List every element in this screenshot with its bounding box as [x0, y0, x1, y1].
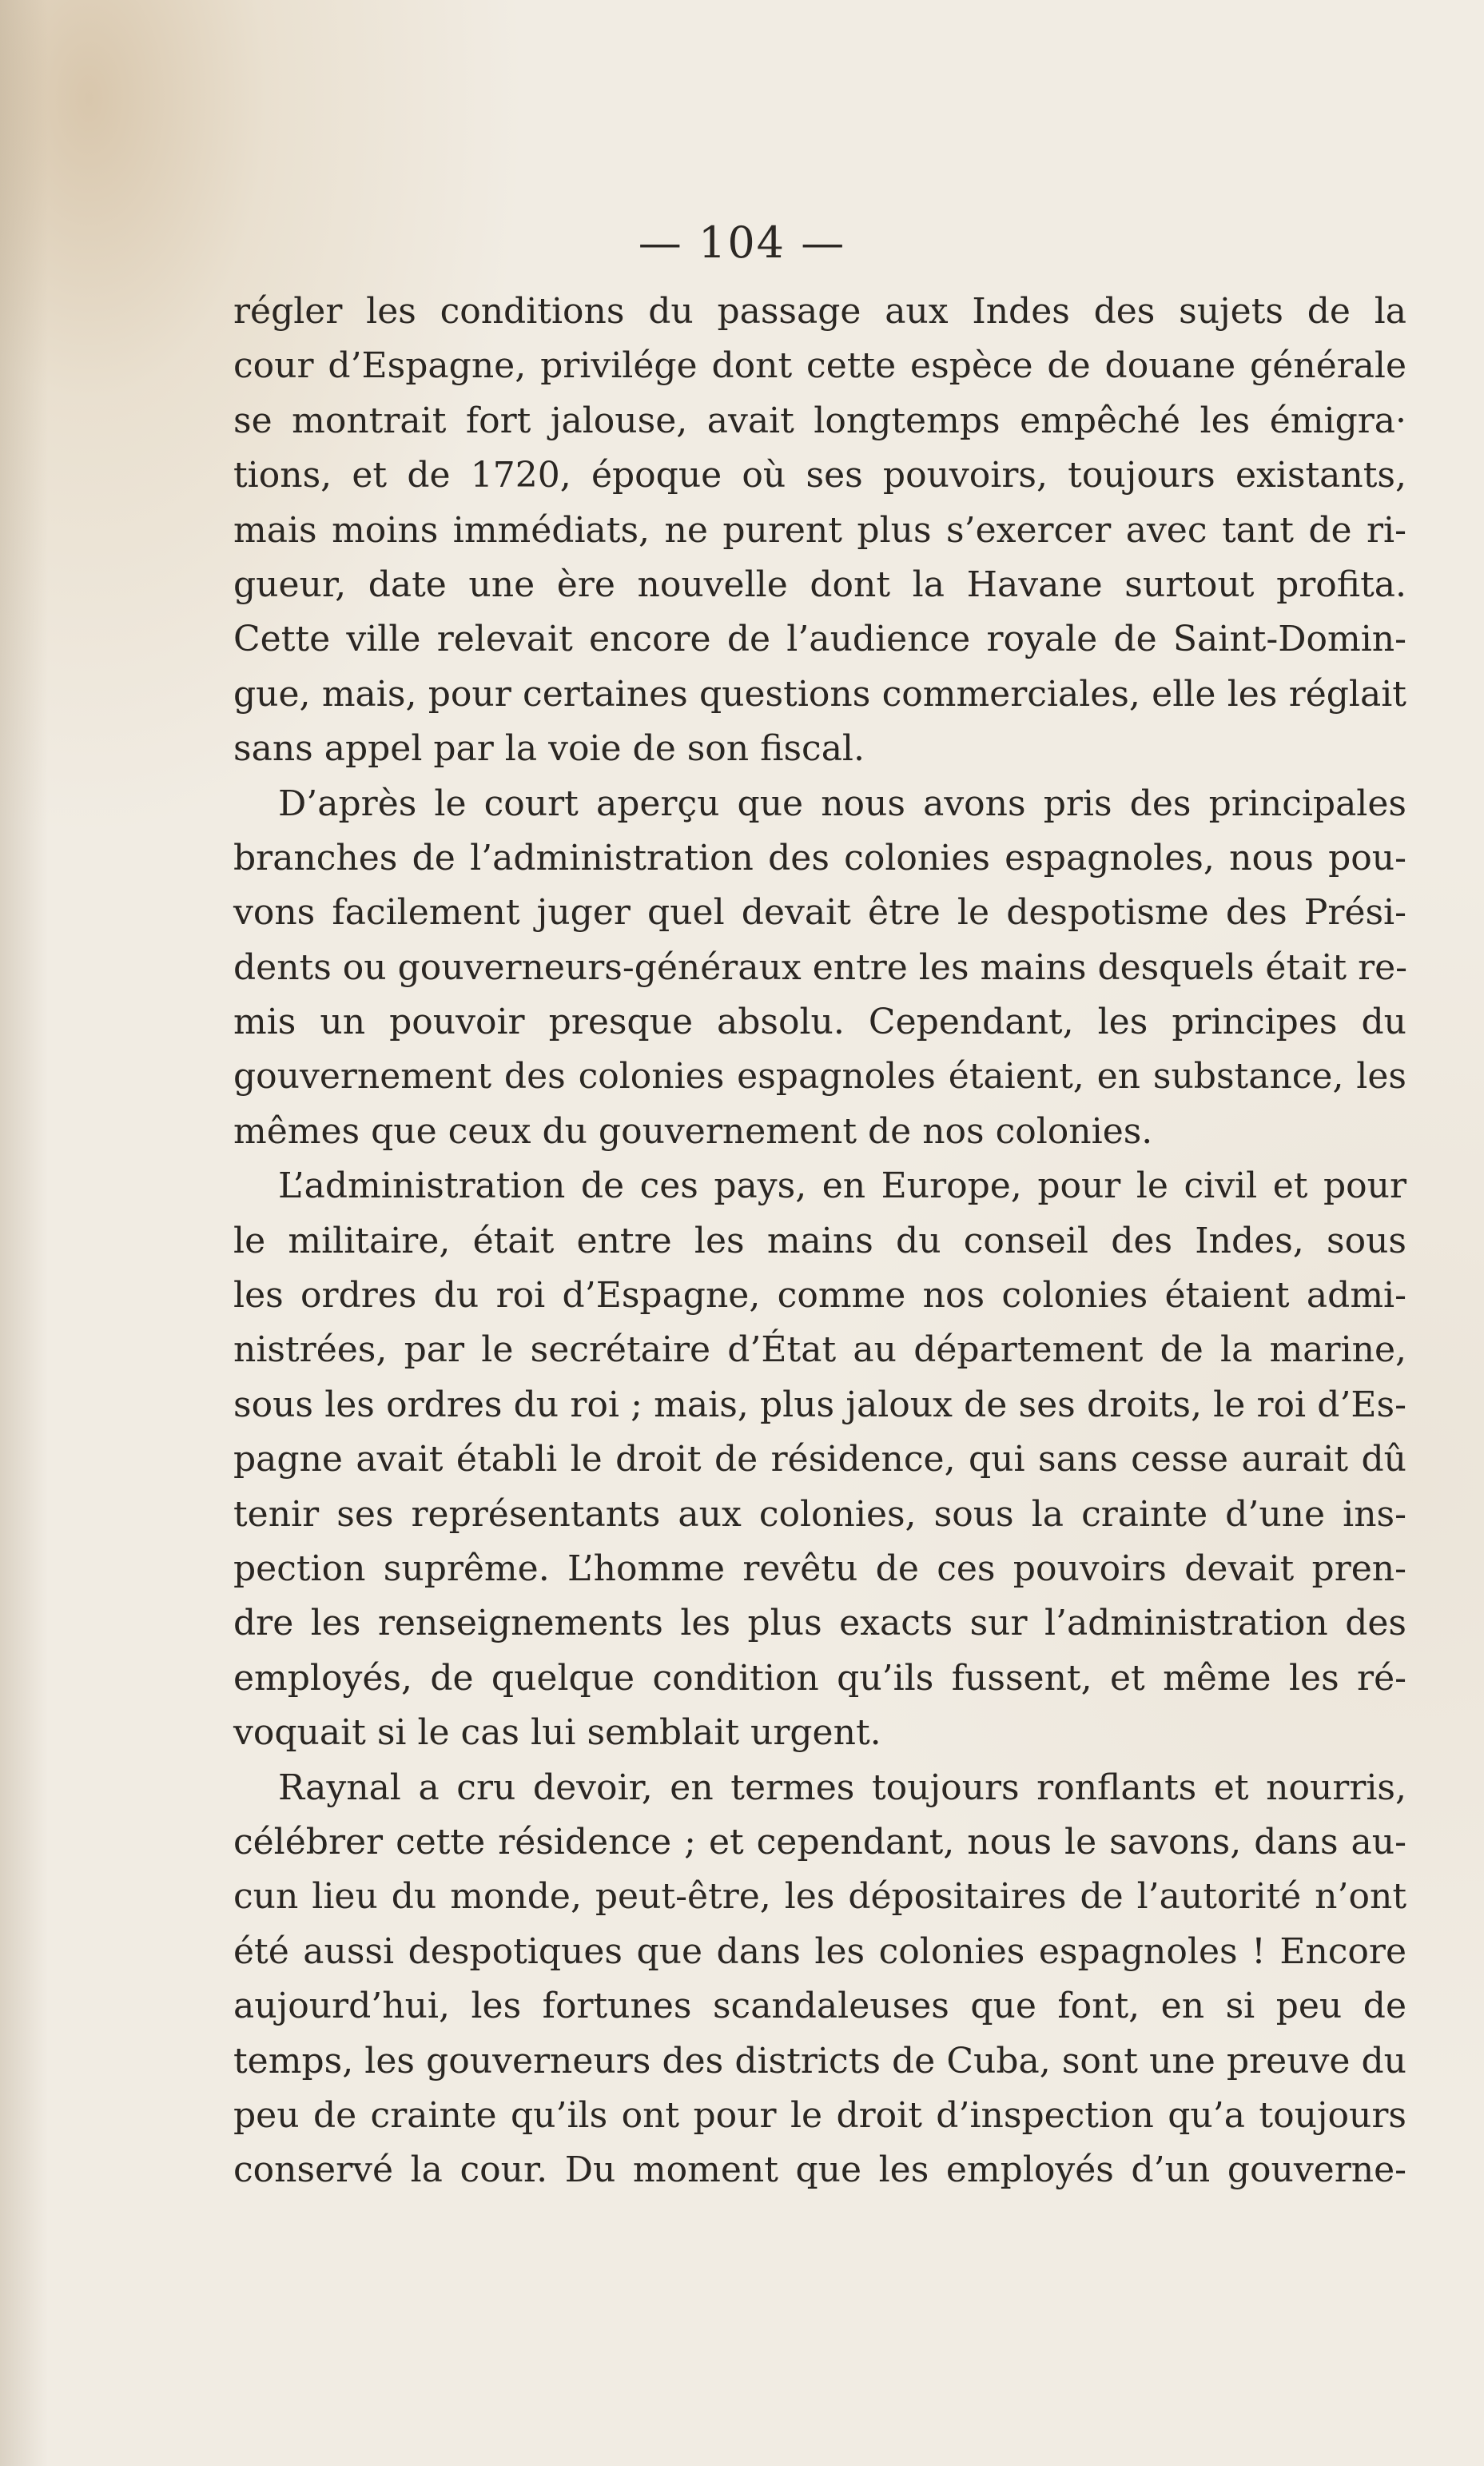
text-line: D’après le court aperçu que nous avons pris des principales [278, 783, 1406, 824]
text-line: tions, et de 1720, époque où ses pouvoirs, toujours existants, [233, 455, 1406, 496]
text-line: employés, de quelque condition qu’ils fussent, et même les ré- [233, 1657, 1406, 1699]
text-line: mais moins immédiats, ne purent plus s’exercer avec tant de ri- [233, 509, 1406, 551]
text-line: aujourd’hui, les fortunes scandaleuses que font, en si peu de [233, 1986, 1406, 2027]
paragraph-3 [233, 1159, 1406, 1760]
page-number: — 104 — [638, 217, 846, 268]
text-line: voquait si le cas lui semblait urgent. [233, 1712, 881, 1754]
text-line: été aussi despotiques que dans les colonies espagnoles ! Encore [233, 1930, 1406, 1972]
text-line: gouvernement des colonies espagnoles étaient, en substance, les [233, 1056, 1406, 1098]
text-line: conservé la cour. Du moment que les employés d’un gouverne- [233, 2149, 1406, 2191]
text-line: mêmes que ceux du gouvernement de nos colonies. [233, 1110, 1153, 1152]
text-line: tenir ses représentants aux colonies, sous la crainte d’une ins- [233, 1493, 1406, 1535]
text-line: dre les renseignements les plus exacts sur l’administration des [233, 1603, 1406, 1644]
text-line: les ordres du roi d’Espagne, comme nos colonies étaient admi- [233, 1275, 1406, 1317]
text-line: L’administration de ces pays, en Europe, pour le civil et pour [278, 1165, 1406, 1207]
text-line: cour d’Espagne, privilége dont cette espèce de douane générale [233, 345, 1406, 387]
text-line: sous les ordres du roi ; mais, plus jaloux de ses droits, le roi d’Es- [233, 1384, 1406, 1425]
paragraph-1 [233, 285, 1406, 777]
text-line: célébrer cette résidence ; et cependant, nous le savons, dans au- [233, 1821, 1406, 1862]
text-line: gueur, date une ère nouvelle dont la Havane surtout profita. [233, 564, 1406, 605]
text-line: temps, les gouverneurs des districts de Cuba, sont une preuve du [233, 2040, 1406, 2082]
body-text [233, 285, 1406, 2198]
paragraph-4 [233, 1761, 1406, 2198]
text-line: Raynal a cru devoir, en termes toujours ronflants et nourris, [278, 1767, 1406, 1808]
text-line: se montrait fort jalouse, avait longtemps empêché les émigra· [233, 400, 1406, 441]
text-line: vons facilement juger quel devait être le despotisme des Prési- [233, 892, 1406, 934]
text-line: sans appel par la voie de son fiscal. [233, 728, 865, 770]
text-line: pection suprême. L’homme revêtu de ces pouvoirs devait pren- [233, 1548, 1406, 1589]
paragraph-2 [233, 777, 1406, 1160]
text-line: régler les conditions du passage aux Indes des sujets de la [233, 291, 1406, 332]
text-line: gue, mais, pour certaines questions commerciales, elle les réglait [233, 673, 1406, 715]
text-line: nistrées, par le secrétaire d’État au département de la marine, [233, 1329, 1406, 1371]
text-line: pagne avait établi le droit de résidence, qui sans cesse aurait dû [233, 1439, 1406, 1480]
text-line: le militaire, était entre les mains du conseil des Indes, sous [233, 1220, 1406, 1261]
text-line: Cette ville relevait encore de l’audience royale de Saint-Domin- [233, 619, 1406, 660]
text-line: cun lieu du monde, peut-être, les dépositaires de l’autorité n’ont [233, 1876, 1406, 1918]
text-line: peu de crainte qu’ils ont pour le droit d’inspection qu’a toujours [233, 2094, 1406, 2136]
page-spine-shadow [0, 0, 48, 2466]
text-line: branches de l’administration des colonies espagnoles, nous pou- [233, 837, 1406, 878]
text-line: dents ou gouverneurs-généraux entre les mains desquels était re- [233, 946, 1408, 988]
text-line: mis un pouvoir presque absolu. Cependant, les principes du [233, 1002, 1406, 1043]
